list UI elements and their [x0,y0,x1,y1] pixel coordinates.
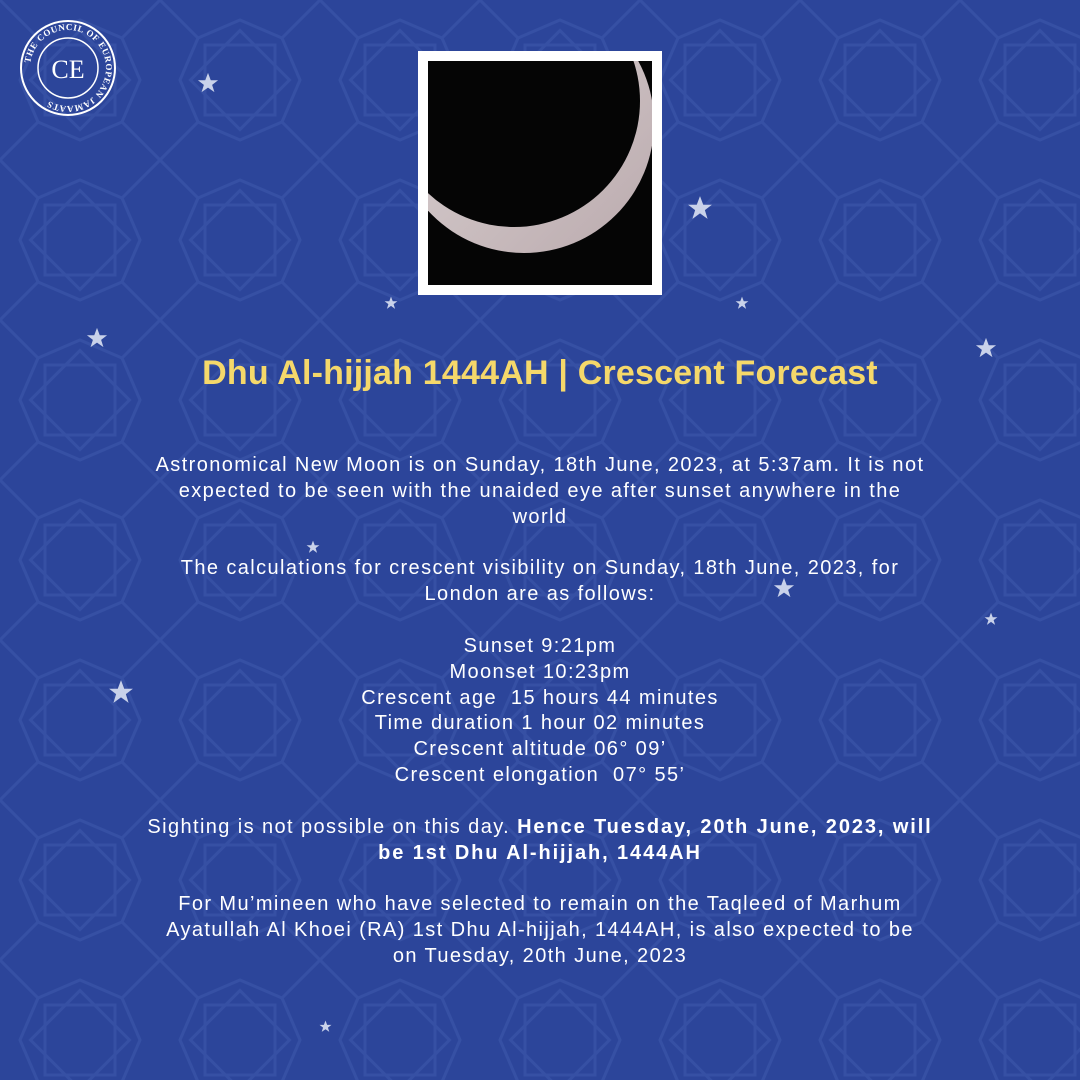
star-icon [319,1020,332,1033]
khoei-line: Ayatullah Al Khoei (RA) 1st Dhu Al-hijjah, 1444AH, is also expected to be [166,919,914,942]
forecast-body [70,453,1010,970]
intro-line: world [512,505,568,528]
logo-monogram: CE [51,55,85,84]
calc-line: London are as follows: [424,583,656,606]
calc-line: The calculations for crescent visibility on Sunday, 18th June, 2023, for [180,557,900,580]
crescent-moon-photo [418,51,662,295]
crescent-altitude-detail: Crescent altitude 06° 09’ [413,738,667,761]
crescent-moon-image [428,61,652,285]
logo-ring-text: THE COUNCIL OF EUROPEAN JAMAATS [22,21,115,115]
sighting-conclusion: be 1st Dhu Al-hijjah, 1444AH [378,841,702,864]
star-icon [687,195,713,221]
khoei-line: For Mu’mineen who have selected to remain on the Taqleed of Marhum [178,893,902,916]
time-duration-detail: Time duration 1 hour 02 minutes [374,712,706,735]
star-icon [384,296,398,310]
khoei-line: on Tuesday, 20th June, 2023 [392,944,688,967]
sighting-statement [70,815,1010,841]
crescent-age-detail: Crescent age 15 hours 44 minutes [361,686,719,709]
sighting-conclusion: Hence Tuesday, 20th June, 2023, will [517,815,933,838]
page-title: Dhu Al-hijjah 1444AH | Crescent Forecast [202,354,878,392]
star-icon [86,327,108,349]
intro-line: expected to be seen with the unaided eye after sunset anywhere in the [178,479,902,502]
council-logo [18,18,118,118]
sunset-detail: Sunset 9:21pm [463,634,617,657]
moonset-detail: Moonset 10:23pm [449,660,631,683]
sighting-normal: Sighting is not possible on this day. [147,815,511,838]
star-icon [197,72,219,94]
crescent-elongation-detail: Crescent elongation 07° 55’ [394,763,686,786]
star-icon [735,296,749,310]
intro-line: Astronomical New Moon is on Sunday, 18th June, 2023, at 5:37am. It is not [155,454,925,476]
